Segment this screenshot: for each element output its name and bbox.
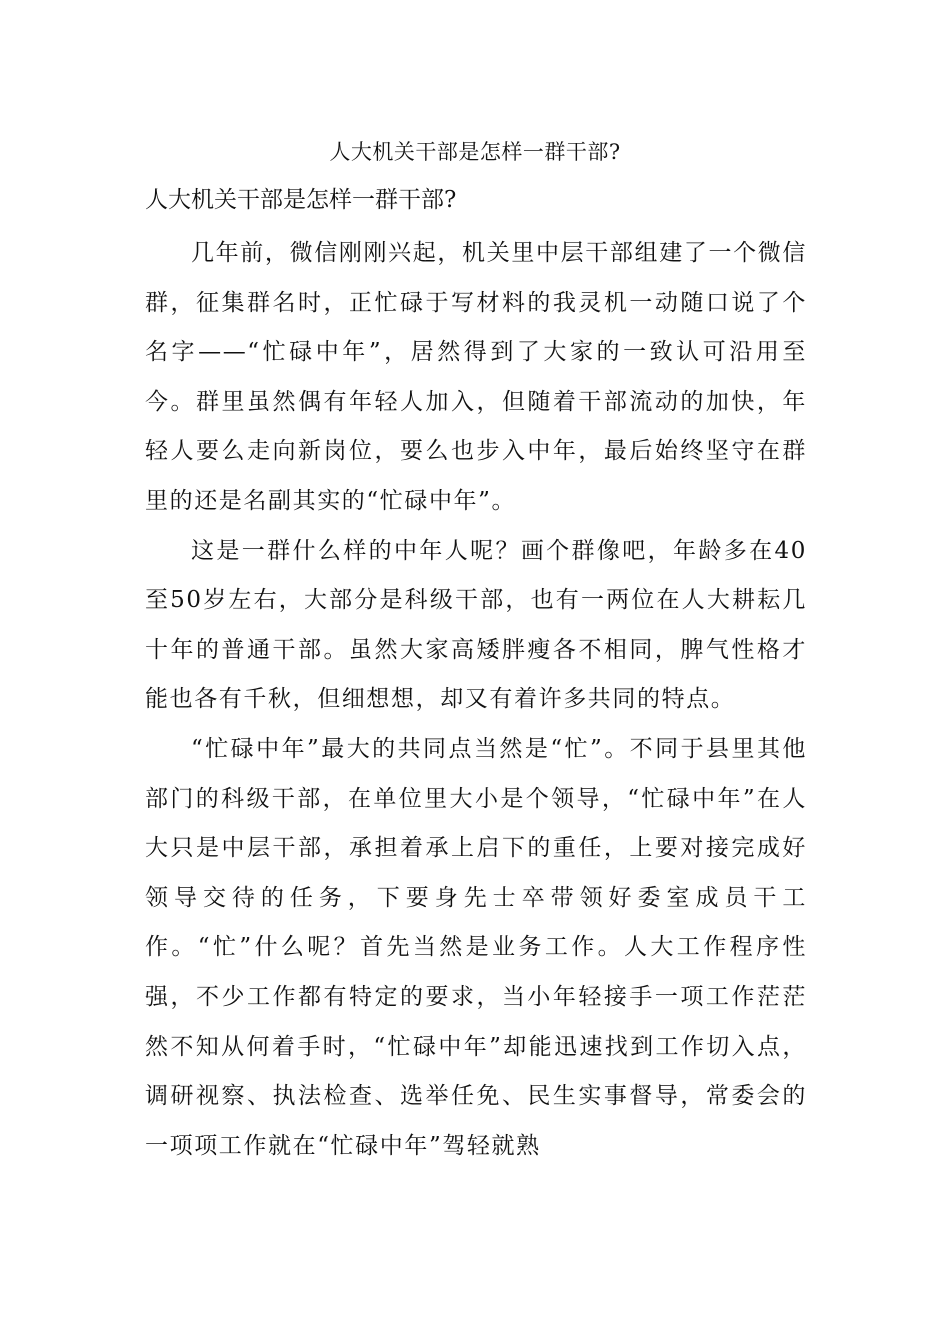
paragraph-1: 几年前，微信刚刚兴起，机关里中层干部组建了一个微信群，征集群名时，正忙碌于写材料的我灵机一动随口说了个名字——“忙碌中年”，居然得到了大家的一致认可沿用至今。群里虽然偶有年轻人加入，但随着干部流动的加快，年轻人要么走向新岗位，要么也步入中年，最后始终坚守在群里的还是名副其实的“忙碌中年”。 <box>145 240 807 514</box>
paragraph-3: “忙碌中年”最大的共同点当然是“忙”。不同于县里其他部门的科级干部，在单位里大小是个领导，“忙碌中年”在人大只是中层干部，承担着承上启下的重任，上要对接完成好领导交待的任务，下要身先士卒带领好委室成员干工作。“忙”什么呢？首先当然是业务工作。人大工作程序性强，不少工作都有特定的要求，当小年轻接手一项工作茫茫然不知从何着手时，“忙碌中年”却能迅速找到工作切入点，调研视察、执法检查、选举任免、民生实事督导，常委会的一项项工作就在“忙碌中年”驾轻就熟 <box>145 735 807 1159</box>
paragraph-2: 这是一群什么样的中年人呢？画个群像吧，年龄多在40至50岁左右，大部分是科级干部，也有一两位在人大耕耘几十年的普通干部。虽然大家高矮胖瘦各不相同，脾气性格才能也各有千秋，但细想想，却又有着许多共同的特点。 <box>145 537 807 713</box>
document-body <box>145 229 807 1171</box>
document-title: 人大机关干部是怎样一群干部? <box>329 140 621 164</box>
document-subtitle: 人大机关干部是怎样一群干部? <box>145 187 457 213</box>
